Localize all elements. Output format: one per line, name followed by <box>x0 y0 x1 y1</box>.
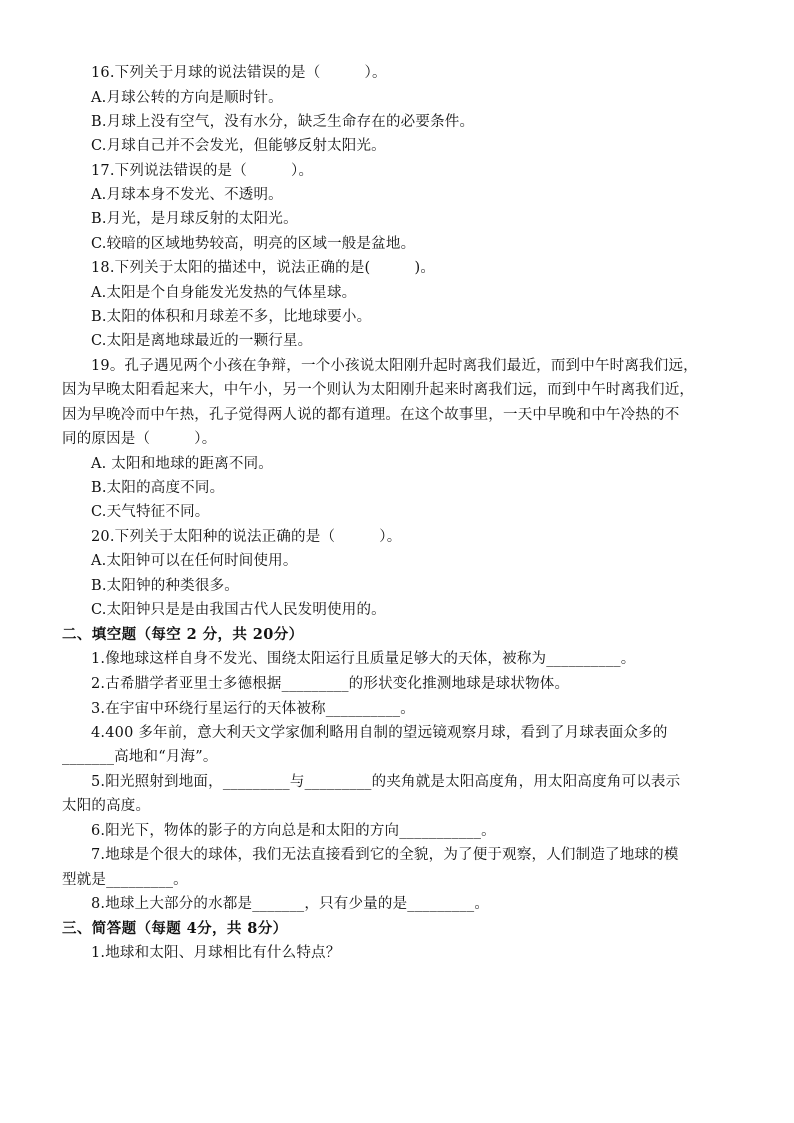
fill-in-4-line-2: _______高地和“月海”。 <box>62 749 218 765</box>
question-19-option-b: B.太阳的高度不同。 <box>91 480 225 496</box>
question-19-line-2: 因为早晚太阳看起来大，中午小，另一个则认为太阳刚升起来时离我们远，而到中午时离我们近， <box>62 382 695 398</box>
question-19-line-3: 因为早晚冷而中午热，孔子觉得两人说的都有道理。在这个故事里，一天中早晚和中午冷热的不 <box>62 407 680 423</box>
question-19-option-c: C.天气特征不同。 <box>91 504 210 520</box>
question-16-stem: 16.下列关于月球的说法错误的是（ ）。 <box>91 65 387 81</box>
section-2-heading: 二、填空题（每空 2 分，共 20分） <box>62 626 304 643</box>
question-19-line-4: 同的原因是（ ）。 <box>62 431 217 447</box>
question-20-option-a: A.太阳钟可以在任何时间使用。 <box>91 553 298 569</box>
fill-in-1: 1.像地球这样自身不发光、围绕太阳运行且质量足够大的天体，被称为__________。 <box>91 651 636 667</box>
question-18-stem: 18.下列关于太阳的描述中，说法正确的是( )。 <box>91 260 436 276</box>
question-19-option-a: A. 太阳和地球的距离不同。 <box>91 456 273 472</box>
question-16-option-c: C.月球自己并不会发光，但能够反射太阳光。 <box>91 138 386 154</box>
fill-in-3: 3.在宇宙中环绕行星运行的天体被称__________。 <box>91 701 415 717</box>
question-17-option-c: C.较暗的区域地势较高，明亮的区域一般是盆地。 <box>91 236 416 252</box>
fill-in-2: 2.古希腊学者亚里士多德根据_________的形状变化推测地球是球状物体。 <box>91 676 570 692</box>
question-18-option-b: B.太阳的体积和月球差不多，比地球要小。 <box>91 309 372 325</box>
fill-in-8: 8.地球上大部分的水都是_______，只有少量的是_________。 <box>91 896 490 912</box>
fill-in-4-line-1: 4.400 多年前，意大利天文学家伽利略用自制的望远镜观察月球，看到了月球表面众多的 <box>91 725 668 741</box>
question-16-option-b: B.月球上没有空气，没有水分，缺乏生命存在的必要条件。 <box>91 114 475 130</box>
question-17-option-a: A.月球本身不发光、不透明。 <box>91 187 283 203</box>
fill-in-6: 6.阳光下，物体的影子的方向总是和太阳的方向___________。 <box>91 823 496 839</box>
short-answer-1: 1.地球和太阳、月球相比有什么特点？ <box>91 945 341 961</box>
question-20-option-c: C.太阳钟只是是由我国古代人民发明使用的。 <box>91 602 386 618</box>
question-18-option-a: A.太阳是个自身能发光发热的气体星球。 <box>91 285 357 301</box>
fill-in-7-line-2: 型就是_________。 <box>62 872 188 888</box>
section-3-heading: 三、简答题（每题 4分，共 8分） <box>62 920 288 937</box>
question-17-stem: 17.下列说法错误的是（ ）。 <box>91 163 314 179</box>
fill-in-5-line-1: 5.阳光照射到地面，_________与_________的夹角就是太阳高度角，用太阳高度角可以表示 <box>91 774 681 790</box>
question-18-option-c: C.太阳是离地球最近的一颗行星。 <box>91 333 313 349</box>
fill-in-5-line-2: 太阳的高度。 <box>62 798 151 814</box>
question-16-option-a: A.月球公转的方向是顺时针。 <box>91 90 283 106</box>
question-20-option-b: B.太阳钟的种类很多。 <box>91 578 239 594</box>
fill-in-7-line-1: 7.地球是个很大的球体，我们无法直接看到它的全貌，为了便于观察，人们制造了地球的模 <box>91 847 679 863</box>
question-19-line-1: 19。孔子遇见两个小孩在争辩，一个小孩说太阳刚升起时离我们最近，而到中午时离我们远， <box>91 358 698 374</box>
question-17-option-b: B.月光，是月球反射的太阳光。 <box>91 211 298 227</box>
question-20-stem: 20.下列关于太阳种的说法正确的是（ ）。 <box>91 529 402 545</box>
